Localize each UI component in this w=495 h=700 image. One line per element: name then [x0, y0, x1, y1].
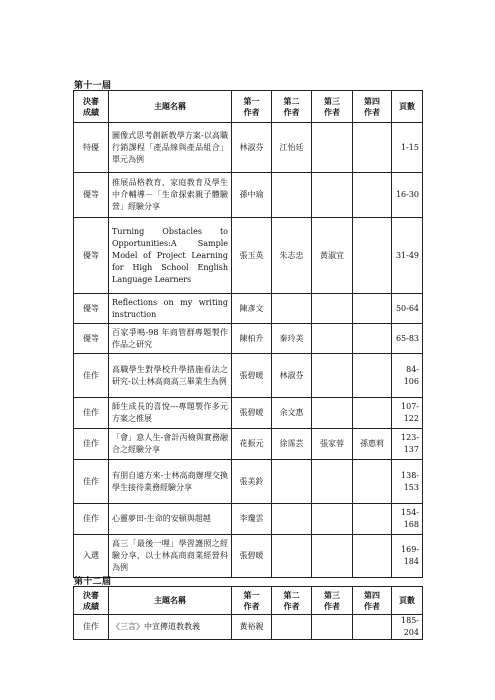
- header-author1: 第一 作者: [232, 91, 272, 123]
- author1-cell: 李瓊雲: [232, 504, 272, 535]
- header-title: 主題名稱: [109, 91, 232, 123]
- title-cell: Reflections on my writing instruction: [109, 294, 232, 324]
- pages-cell: 169-184: [392, 535, 423, 578]
- author2-cell: [272, 615, 312, 640]
- author4-cell: [353, 354, 392, 398]
- author4-cell: [353, 460, 392, 504]
- pages-cell: 185-204: [392, 615, 423, 640]
- header-author1: 第一 作者: [232, 587, 272, 615]
- title-cell: 《三言》中宣傳道教教義: [109, 615, 232, 640]
- author2-cell: 江怡廷: [272, 123, 312, 173]
- result-cell: 優等: [74, 324, 109, 354]
- author1-cell: 張碧暖: [232, 398, 272, 429]
- header-result: 決審 成績: [74, 91, 109, 123]
- awards-table: [73, 90, 423, 578]
- title-cell: 高職學生對學校升學措施看法之研究-以士林高商高三畢業生為例: [109, 354, 232, 398]
- author3-cell: [312, 398, 353, 429]
- table-header-row: [74, 587, 423, 615]
- author1-cell: 張碧暖: [232, 354, 272, 398]
- author2-cell: [272, 504, 312, 535]
- author1-cell: 孫中瑜: [232, 173, 272, 218]
- header-author2: 第二 作者: [272, 91, 312, 123]
- pages-cell: 107-122: [392, 398, 423, 429]
- author3-cell: [312, 294, 353, 324]
- author3-cell: [312, 324, 353, 354]
- pages-cell: 84-106: [392, 354, 423, 398]
- header-pages: 頁數: [392, 91, 423, 123]
- pages-cell: 138-153: [392, 460, 423, 504]
- table-row: [74, 324, 423, 354]
- result-cell: 優等: [74, 173, 109, 218]
- pages-cell: 16-30: [392, 173, 423, 218]
- result-cell: 佳作: [74, 460, 109, 504]
- result-cell: 佳作: [74, 615, 109, 640]
- author4-cell: [353, 398, 392, 429]
- header-author4: 第四 作者: [353, 91, 392, 123]
- author2-cell: 林淑芬: [272, 354, 312, 398]
- author2-cell: [272, 294, 312, 324]
- author4-cell: [353, 218, 392, 294]
- result-cell: 佳作: [74, 504, 109, 535]
- author1-cell: 張美鈴: [232, 460, 272, 504]
- author4-cell: [353, 294, 392, 324]
- title-cell: 圖像式思考創新教學方案-以高職行銷課程「產品線與產品組合」單元為例: [109, 123, 232, 173]
- author2-cell: [272, 173, 312, 218]
- author4-cell: [353, 535, 392, 578]
- author3-cell: [312, 535, 353, 578]
- author4-cell: 孫惠莉: [353, 429, 392, 460]
- author2-cell: 余文惠: [272, 398, 312, 429]
- header-author4: 第四 作者: [353, 587, 392, 615]
- awards-table: [73, 586, 423, 640]
- author3-cell: [312, 173, 353, 218]
- table-row: [74, 460, 423, 504]
- author2-cell: [272, 460, 312, 504]
- title-cell: 「會」意人生-會計丙檢與實務融合之經驗分享: [109, 429, 232, 460]
- title-cell: Turning Obstacles to Opportunities:A Sample Model of Project Learning for High School English Language Learners: [109, 218, 232, 294]
- author1-cell: 林淑芬: [232, 123, 272, 173]
- title-cell: 師生成長的喜悅---專題製作多元方案之推展: [109, 398, 232, 429]
- table-row: [74, 123, 423, 173]
- header-pages: 頁數: [392, 587, 423, 615]
- result-cell: 佳作: [74, 398, 109, 429]
- pages-cell: 123-137: [392, 429, 423, 460]
- header-author2: 第二 作者: [272, 587, 312, 615]
- pages-cell: 50-64: [392, 294, 423, 324]
- table-header-row: [74, 91, 423, 123]
- header-author3: 第三 作者: [312, 587, 353, 615]
- author1-cell: 陳柏升: [232, 324, 272, 354]
- header-title: 主題名稱: [109, 587, 232, 615]
- author2-cell: [272, 535, 312, 578]
- author3-cell: [312, 460, 353, 504]
- author3-cell: 張家蓉: [312, 429, 353, 460]
- author2-cell: 徐霈芸: [272, 429, 312, 460]
- author4-cell: [353, 504, 392, 535]
- author3-cell: [312, 615, 353, 640]
- session-heading: 第十二屆: [74, 577, 112, 587]
- table-row: [74, 173, 423, 218]
- author1-cell: 張碧暖: [232, 535, 272, 578]
- author1-cell: 陳彥文: [232, 294, 272, 324]
- table-row: [74, 398, 423, 429]
- header-author3: 第三 作者: [312, 91, 353, 123]
- table-row: [74, 218, 423, 294]
- result-cell: 優等: [74, 294, 109, 324]
- author1-cell: 黃裕親: [232, 615, 272, 640]
- author4-cell: [353, 615, 392, 640]
- table-row: [74, 504, 423, 535]
- author4-cell: [353, 324, 392, 354]
- header-result: 決審 成績: [74, 587, 109, 615]
- result-cell: 優等: [74, 218, 109, 294]
- title-cell: 百家爭鳴-98 年商管群專題製作作品之研究: [109, 324, 232, 354]
- author3-cell: 黃淑宜: [312, 218, 353, 294]
- author4-cell: [353, 173, 392, 218]
- title-cell: 有朋自遠方來-士林高商辦理交換學生接待業務經驗分享: [109, 460, 232, 504]
- table-row: [74, 615, 423, 640]
- table-row: [74, 535, 423, 578]
- pages-cell: 31-49: [392, 218, 423, 294]
- author1-cell: 花振元: [232, 429, 272, 460]
- result-cell: 特優: [74, 123, 109, 173]
- author3-cell: [312, 504, 353, 535]
- title-cell: 高三「最後一哩」學習護照之經驗分享，以士林高商商業經營科為例: [109, 535, 232, 578]
- table-row: [74, 429, 423, 460]
- pages-cell: 1-15: [392, 123, 423, 173]
- table-row: [74, 354, 423, 398]
- author2-cell: 朱志忠: [272, 218, 312, 294]
- pages-cell: 65-83: [392, 324, 423, 354]
- title-cell: 心靈夢田-生命的安頓與超越: [109, 504, 232, 535]
- result-cell: 佳作: [74, 429, 109, 460]
- author4-cell: [353, 123, 392, 173]
- author3-cell: [312, 354, 353, 398]
- result-cell: 佳作: [74, 354, 109, 398]
- author1-cell: 張玉英: [232, 218, 272, 294]
- session-heading: 第十一屆: [74, 81, 112, 91]
- result-cell: 入選: [74, 535, 109, 578]
- table-row: [74, 294, 423, 324]
- author2-cell: 秦玲美: [272, 324, 312, 354]
- pages-cell: 154-168: [392, 504, 423, 535]
- title-cell: 推展品格教育，家庭教育及學生中介輔導－「生命探索親子體驗營」經驗分享: [109, 173, 232, 218]
- author3-cell: [312, 123, 353, 173]
